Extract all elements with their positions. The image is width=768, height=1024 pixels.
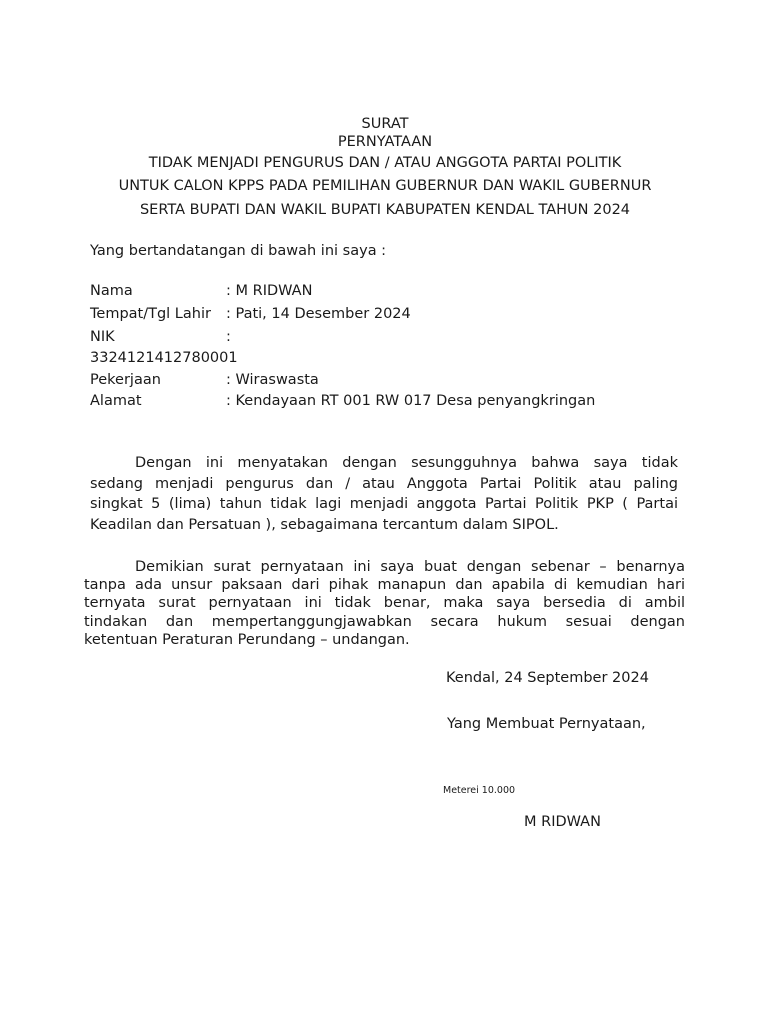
signature-place-date: Kendal, 24 September 2024	[446, 670, 649, 686]
field-label-nik: NIK	[90, 329, 115, 345]
field-value-nik: 3324121412780001	[90, 350, 238, 366]
field-value-pekerjaan: : Wiraswasta	[226, 372, 319, 388]
field-label-ttl: Tempat/Tgl Lahir	[90, 306, 211, 322]
field-label-alamat: Alamat	[90, 393, 142, 409]
document-subtitle-line-2: UNTUK CALON KPPS PADA PEMILIHAN GUBERNUR DAN WAKIL GUBERNUR	[118, 178, 652, 194]
field-value-nama: : M RIDWAN	[226, 283, 313, 299]
statement-line: sedang menjadi pengurus dan / atau Anggota Partai Politik atau paling	[90, 475, 678, 492]
signer-name: M RIDWAN	[524, 814, 601, 830]
statement-paragraph	[90, 453, 678, 535]
field-label-nama: Nama	[90, 283, 133, 299]
document-title-surat: SURAT	[361, 116, 409, 132]
statement-line: Dengan ini menyatakan dengan sesungguhnya bahwa saya tidak	[135, 455, 678, 471]
intro-text: Yang bertandatangan di bawah ini saya :	[90, 243, 387, 259]
closing-line: tindakan dan mempertanggungjawabkan secara hukum sesuai dengan	[84, 613, 685, 630]
statement-line: singkat 5 (lima) tahun tidak lagi menjadi anggota Partai Politik PKP ( Partai	[90, 496, 678, 512]
statement-line: Keadilan dan Persatuan ), sebagaimana tercantum dalam SIPOL.	[90, 516, 559, 533]
field-colon-nik: :	[226, 329, 231, 345]
stamp-duty-label: Meterei 10.000	[443, 785, 516, 796]
field-value-alamat: : Kendayaan RT 001 RW 017 Desa penyangkringan	[226, 393, 596, 409]
field-label-pekerjaan: Pekerjaan	[90, 372, 161, 388]
document-subtitle-line-3: SERTA BUPATI DAN WAKIL BUPATI KABUPATEN KENDAL TAHUN 2024	[139, 202, 631, 218]
closing-line: tanpa ada unsur paksaan dari pihak manapun dan apabila di kemudian hari	[84, 577, 685, 594]
closing-line: ternyata surat pernyataan ini tidak benar, maka saya bersedia di ambil	[84, 595, 685, 612]
document-title-pernyataan: PERNYATAAN	[337, 134, 433, 150]
closing-line: ketentuan Peraturan Perundang – undangan.	[84, 631, 410, 648]
closing-paragraph	[84, 558, 685, 649]
closing-line: Demikian surat pernyataan ini saya buat dengan sebenar – benarnya	[135, 559, 685, 575]
document-subtitle-line-1: TIDAK MENJADI PENGURUS DAN / ATAU ANGGOTA PARTAI POLITIK	[148, 155, 622, 171]
signature-maker-label: Yang Membuat Pernyataan,	[447, 716, 646, 732]
field-value-ttl: : Pati, 14 Desember 2024	[226, 306, 411, 322]
